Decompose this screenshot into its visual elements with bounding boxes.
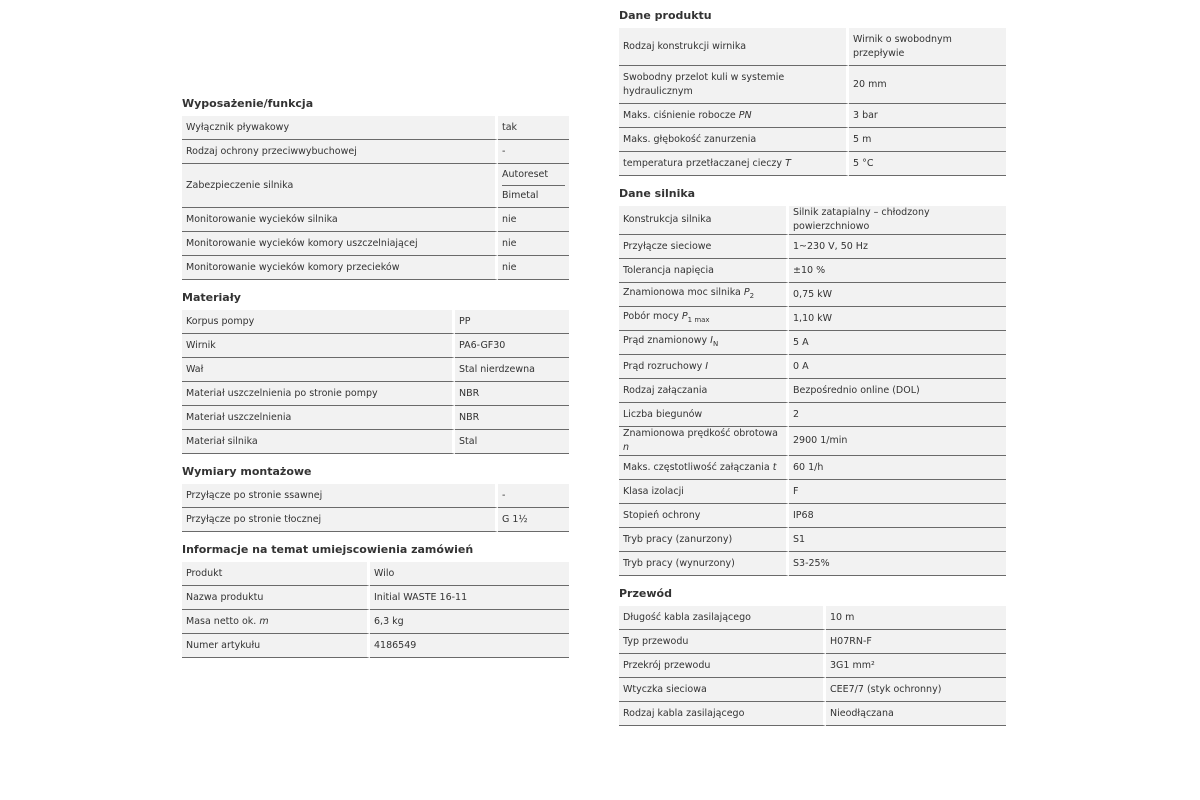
spec-label	[182, 164, 498, 208]
spec-label-text: Stopień ochrony	[623, 509, 701, 521]
spec-row	[619, 630, 1006, 654]
spec-label	[619, 28, 849, 66]
spec-label	[619, 152, 849, 176]
spec-label	[182, 116, 498, 140]
spec-label-text: Wirnik	[186, 339, 216, 351]
spec-label-text: Materiał silnika	[186, 435, 258, 447]
spec-label-text: Prąd rozruchowy	[623, 360, 706, 372]
spec-row	[182, 508, 569, 532]
spec-label-text: Długość kabla zasilającego	[623, 611, 751, 623]
spec-label	[619, 331, 789, 355]
spec-value: G 1½	[498, 508, 569, 532]
spec-value: 0 A	[789, 355, 1006, 379]
spec-value	[498, 164, 569, 208]
spec-row	[619, 331, 1006, 355]
spec-symbol: m	[259, 615, 269, 627]
spec-label-text: Tryb pracy (wynurzony)	[623, 557, 735, 569]
spec-label-text: Korpus pompy	[186, 315, 255, 327]
spec-label	[182, 586, 370, 610]
spec-label-text: Przekrój przewodu	[623, 659, 711, 671]
spec-row	[182, 116, 569, 140]
spec-value: Stal	[455, 430, 569, 454]
spec-value: 10 m	[826, 606, 1006, 630]
spec-label-text: Tolerancja napięcia	[623, 264, 714, 276]
spec-table	[182, 310, 569, 454]
spec-label	[182, 562, 370, 586]
spec-label-text: Masa netto ok.	[186, 615, 260, 627]
spec-label	[182, 310, 455, 334]
section-title: Materiały	[182, 291, 241, 304]
spec-label-text: Rodzaj ochrony przeciwwybuchowej	[186, 145, 357, 157]
section-dane-produktu	[619, 9, 1006, 176]
section-dane-silnika	[619, 187, 1006, 576]
spec-table	[619, 28, 1006, 176]
spec-value: -	[498, 484, 569, 508]
section-przewod	[619, 587, 1006, 726]
spec-symbol: t	[772, 461, 777, 473]
spec-label	[619, 630, 826, 654]
spec-value: tak	[498, 116, 569, 140]
spec-label-text: Rodzaj załączania	[623, 384, 708, 396]
spec-row	[619, 307, 1006, 331]
spec-value: Wirnik o swobodnym przepływie	[849, 28, 1006, 66]
spec-label-text: Klasa izolacji	[623, 485, 684, 497]
spec-label	[182, 334, 455, 358]
spec-label	[619, 403, 789, 427]
spec-symbol-subscript: 2	[749, 291, 755, 300]
spec-label	[619, 504, 789, 528]
spec-value: 2	[789, 403, 1006, 427]
spec-label	[182, 140, 498, 164]
spec-label-text: Znamionowa moc silnika	[623, 287, 744, 299]
spec-label	[182, 232, 498, 256]
spec-value: 1,10 kW	[789, 307, 1006, 331]
spec-value: 0,75 kW	[789, 283, 1006, 307]
spec-label-text: Wyłącznik pływakowy	[186, 121, 290, 133]
section-materialy	[182, 291, 569, 454]
spec-value: 3 bar	[849, 104, 1006, 128]
spec-value: Bezpośrednio online (DOL)	[789, 379, 1006, 403]
spec-value: 2900 1/min	[789, 427, 1006, 456]
left-column	[182, 97, 569, 658]
spec-label-text: Nazwa produktu	[186, 591, 264, 603]
section-wyposazenie-funkcja	[182, 97, 569, 280]
right-column	[619, 9, 1006, 726]
spec-value-item: Bimetal	[502, 185, 565, 206]
spec-row	[619, 259, 1006, 283]
spec-row	[619, 28, 1006, 66]
spec-value: nie	[498, 208, 569, 232]
spec-label	[182, 256, 498, 280]
spec-row	[619, 552, 1006, 576]
spec-label	[619, 678, 826, 702]
spec-table	[182, 484, 569, 532]
spec-value: Initial WASTE 16-11	[370, 586, 569, 610]
spec-label	[182, 634, 370, 658]
section-title: Informacje na temat umiejscowienia zamówień	[182, 543, 474, 556]
spec-row	[182, 358, 569, 382]
spec-row	[182, 484, 569, 508]
spec-value: 6,3 kg	[370, 610, 569, 634]
spec-label-text: Numer artykułu	[186, 639, 261, 651]
spec-row	[182, 382, 569, 406]
spec-row	[182, 232, 569, 256]
spec-value: NBR	[455, 406, 569, 430]
spec-row	[619, 206, 1006, 235]
spec-value: nie	[498, 256, 569, 280]
spec-value: S3-25%	[789, 552, 1006, 576]
spec-row	[619, 128, 1006, 152]
spec-value: F	[789, 480, 1006, 504]
spec-value: Nieodłączana	[826, 702, 1006, 726]
spec-label-text: Maks. głębokość zanurzenia	[623, 133, 757, 145]
spec-label-text: Maks. częstotliwość załączania	[623, 461, 773, 473]
spec-row	[182, 140, 569, 164]
spec-label	[182, 610, 370, 634]
spec-table	[182, 562, 569, 658]
spec-label-text: Monitorowanie wycieków silnika	[186, 213, 338, 225]
spec-label-text: Konstrukcja silnika	[623, 214, 712, 225]
spec-row	[619, 283, 1006, 307]
spec-label-text: Prąd znamionowy	[623, 335, 711, 347]
spec-label-text: Liczba biegunów	[623, 408, 703, 420]
spec-label	[619, 104, 849, 128]
section-title: Wymiary montażowe	[182, 465, 312, 478]
spec-label-text: Wtyczka sieciowa	[623, 683, 707, 695]
spec-label-text: Zabezpieczenie silnika	[186, 179, 294, 191]
spec-label-text: Rodzaj konstrukcji wirnika	[623, 40, 747, 52]
spec-row	[619, 504, 1006, 528]
spec-value: PP	[455, 310, 569, 334]
section-title: Przewód	[619, 587, 672, 600]
spec-row	[619, 235, 1006, 259]
spec-row	[619, 606, 1006, 630]
spec-label-text: Wał	[186, 363, 204, 375]
spec-label	[619, 528, 789, 552]
spec-row	[182, 430, 569, 454]
spec-value: IP68	[789, 504, 1006, 528]
spec-label	[182, 382, 455, 406]
spec-value: S1	[789, 528, 1006, 552]
spec-row	[619, 678, 1006, 702]
spec-row	[619, 66, 1006, 104]
section-wymiary-montazowe	[182, 465, 569, 532]
spec-symbol: T	[785, 157, 791, 169]
spec-row	[182, 310, 569, 334]
spec-label-text: Przyłącze po stronie tłocznej	[186, 513, 322, 525]
spec-row	[182, 406, 569, 430]
spec-value: 60 1/h	[789, 456, 1006, 480]
spec-row	[182, 208, 569, 232]
spec-row	[182, 562, 569, 586]
spec-label-text: Tryb pracy (zanurzony)	[623, 533, 733, 545]
spec-label	[182, 208, 498, 232]
spec-label-text: Materiał uszczelnienia	[186, 411, 292, 423]
spec-label-text: Monitorowanie wycieków komory uszczelniającej	[186, 237, 418, 249]
spec-row	[619, 427, 1006, 456]
spec-value: 3G1 mm²	[826, 654, 1006, 678]
spec-label	[182, 406, 455, 430]
spec-symbol: n	[623, 442, 630, 453]
spec-value: ±10 %	[789, 259, 1006, 283]
spec-row	[619, 104, 1006, 128]
spec-symbol: I	[710, 335, 713, 347]
spec-value: PA6-GF30	[455, 334, 569, 358]
spec-label	[619, 480, 789, 504]
spec-value: nie	[498, 232, 569, 256]
spec-row	[619, 355, 1006, 379]
section-title: Dane silnika	[619, 187, 696, 200]
spec-label	[619, 206, 789, 235]
spec-label	[619, 606, 826, 630]
spec-value: Silnik zatapialny – chłodzony powierzchniowo	[789, 206, 1006, 235]
spec-label	[619, 654, 826, 678]
spec-value: CEE7/7 (styk ochronny)	[826, 678, 1006, 702]
spec-label	[619, 552, 789, 576]
spec-label-text: Monitorowanie wycieków komory przecieków	[186, 261, 400, 273]
spec-value: 5 °C	[849, 152, 1006, 176]
spec-table	[182, 116, 569, 280]
spec-value: -	[498, 140, 569, 164]
spec-row	[619, 528, 1006, 552]
spec-label	[619, 379, 789, 403]
spec-label	[619, 702, 826, 726]
spec-value: Wilo	[370, 562, 569, 586]
spec-row	[182, 634, 569, 658]
spec-label	[619, 456, 789, 480]
spec-label	[619, 307, 789, 331]
spec-symbol-subscript: 1 max	[687, 315, 710, 324]
spec-label-text: Swobodny przelot kuli w systemie hydraulicznym	[623, 71, 788, 97]
spec-label-text: Maks. ciśnienie robocze	[623, 109, 739, 121]
spec-row	[619, 152, 1006, 176]
spec-row	[619, 654, 1006, 678]
spec-label	[619, 427, 789, 456]
spec-value: 1~230 V, 50 Hz	[789, 235, 1006, 259]
spec-label-text: Rodzaj kabla zasilającego	[623, 707, 745, 719]
spec-value: 4186549	[370, 634, 569, 658]
spec-label	[619, 259, 789, 283]
spec-label	[182, 358, 455, 382]
spec-label	[619, 355, 789, 379]
spec-label-text: Materiał uszczelnienia po stronie pompy	[186, 387, 378, 399]
spec-table	[619, 206, 1006, 576]
spec-table	[619, 606, 1006, 726]
spec-row	[182, 610, 569, 634]
spec-row	[619, 379, 1006, 403]
spec-value: NBR	[455, 382, 569, 406]
spec-value: 20 mm	[849, 66, 1006, 104]
section-title: Dane produktu	[619, 9, 712, 22]
spec-symbol: I	[705, 360, 709, 372]
spec-row	[182, 256, 569, 280]
spec-value: H07RN-F	[826, 630, 1006, 654]
spec-label-text: Typ przewodu	[623, 635, 689, 647]
spec-label-text: temperatura przetłaczanej cieczy	[623, 157, 786, 169]
spec-symbol: P	[681, 311, 688, 323]
spec-label-text: Znamionowa prędkość obrotowa	[623, 428, 781, 439]
section-title: Wyposażenie/funkcja	[182, 97, 314, 110]
spec-row	[619, 480, 1006, 504]
spec-row	[182, 164, 569, 208]
spec-label	[619, 283, 789, 307]
spec-label	[182, 430, 455, 454]
spec-label	[619, 128, 849, 152]
spec-value: Stal nierdzewna	[455, 358, 569, 382]
spec-label	[182, 508, 498, 532]
spec-value: 5 m	[849, 128, 1006, 152]
spec-label-text: Produkt	[186, 567, 223, 579]
spec-row	[619, 702, 1006, 726]
spec-label-text: Przyłącze po stronie ssawnej	[186, 489, 323, 501]
spec-row	[182, 586, 569, 610]
spec-label-text: Pobór mocy	[623, 311, 682, 323]
spec-label-text: Przyłącze sieciowe	[623, 240, 712, 252]
spec-value: 5 A	[789, 331, 1006, 355]
spec-row	[619, 456, 1006, 480]
spec-label	[619, 66, 849, 104]
spec-symbol-subscript: N	[712, 339, 719, 348]
section-informacje-na-temat-umiejscowienia-zamowien	[182, 543, 569, 658]
spec-symbol: P	[743, 287, 750, 299]
spec-row	[182, 334, 569, 358]
spec-value-item: Autoreset	[502, 169, 549, 180]
spec-symbol: PN	[738, 109, 752, 121]
spec-label	[619, 235, 789, 259]
spec-label	[182, 484, 498, 508]
spec-row	[619, 403, 1006, 427]
